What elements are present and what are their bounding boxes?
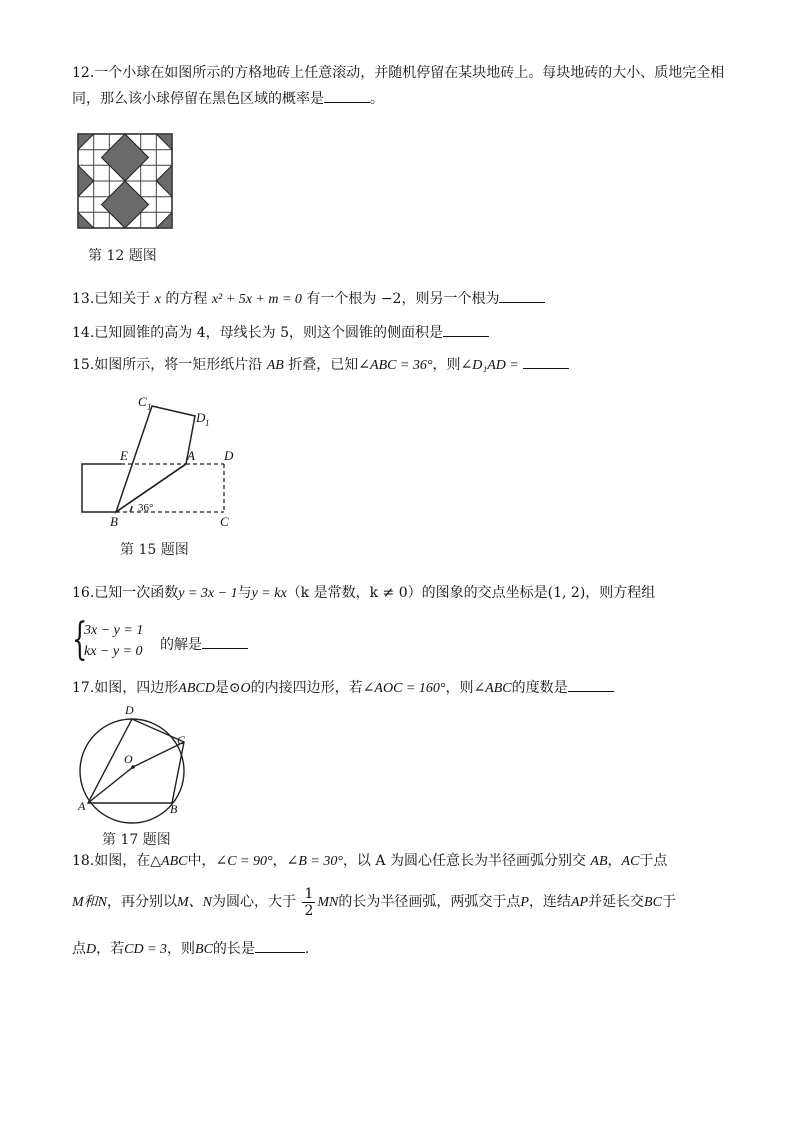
q15-label-c1: C [138,394,147,409]
q16-eq1: 3x − y = 1 [84,623,144,638]
q12-line2-text: 同，那么该小球停留在黑色区域的概率是 [72,91,324,107]
q15-prefix: 15.如图所示，将一矩形纸片沿 [72,357,263,373]
q13-prefix: 13.已知关于 [72,291,151,307]
q17-line [72,677,722,700]
q18-mn: MN [317,895,339,910]
q15-mid: 折叠，已知 [288,357,359,373]
q18-line3-c: ，则 [167,941,196,957]
q17-tail: 的度数是 [511,680,568,696]
q18-ac: AC [621,854,640,869]
q15-label-e: E [120,448,128,463]
q12-answer-blank [324,88,370,103]
q15-label-c: C [220,514,229,529]
q15-label-b: B [110,514,118,529]
q15-label-d1: D [196,410,206,425]
q18-line1-mid: 中， [187,853,216,869]
q18-ap: AP [570,895,589,910]
q16-brace: { [72,614,88,665]
q16-line1 [72,582,722,605]
q15-given: ∠ABC = 36° [358,358,433,373]
q16-line2 [160,634,722,656]
q15-mid2: ，则 [432,357,461,373]
q18-line3-d: 的长是 [212,941,255,957]
q18-line2-h: 于 [661,894,676,910]
q18-sep: ， [272,853,287,869]
q18-line2-e: 的长为半径画弧，两弧交于点 [338,894,521,910]
q18-line2 [72,882,722,923]
q13-answer-blank [499,288,545,303]
q17-quadrilateral [88,719,184,803]
q16-equation-system [72,614,144,665]
q16-tail: 的解是 [160,637,202,653]
q16-answer-blank [202,634,248,649]
q12-caption: 第 12 题图 [88,248,157,264]
q14-answer-blank [443,322,489,337]
q18-angle-b: ∠B = 30° [286,854,343,869]
q18-frac-num: 1 [304,885,314,902]
q15-label-d1-sub: 1 [205,418,210,428]
q18-ab: AB [590,854,608,869]
q13-line [72,288,722,311]
q14-line [72,322,722,344]
q17-label-b: B [170,802,178,816]
q15-angle-arc [130,506,132,512]
q15-left-rect [82,464,121,512]
q17-suffix: ，则 [445,680,474,696]
q17-circle-figure [74,700,200,852]
q18-p: P [520,895,529,910]
q18-cd: CD = 3 [124,942,168,957]
q16-prefix: 16.已知一次函数 [72,585,179,601]
q12-line2 [72,88,722,110]
q13-equation: x² + 5x + m = 0 [211,292,302,307]
q17-circle: ⊙O [228,681,251,696]
q17-mid: 是 [214,680,229,696]
q17-given: ∠AOC = 160° [362,681,446,696]
q17-segment-oa [88,767,133,803]
q15-label-a: A [187,448,195,463]
q16-paren: （k 是常数，k ≠ 0） [286,585,422,601]
q18-mn-points: M和N [72,895,107,910]
q18-line3-end: . [304,941,310,957]
q18-line2-f: ，连结 [528,894,571,910]
q18-line2-g: 并延长交 [588,894,645,910]
q18-fraction [302,886,315,919]
q18-angle-c: ∠C = 90° [215,854,273,869]
q15-caption: 第 15 题图 [120,542,189,558]
q18-line3-b: ，若 [96,941,125,957]
q18-mn-centers: M、N [177,895,212,910]
q18-line2-b: ，再分别以 [107,894,177,910]
q16-suffix: ，则方程组 [585,585,656,601]
q17-quad: ABCD [178,681,215,696]
q12-line1: 12.一个小球在如图所示的方格地砖上任意滚动，并随机停留在某块地砖上。每块地砖的大小、质地完全相 [72,65,725,81]
q16-f2: y = kx [251,586,287,601]
q18-line1 [72,850,722,873]
q15-label-d: D [224,448,234,463]
q15-label-c1-sub: 1 [147,402,152,412]
q15-line [72,354,722,377]
q18-line1-prefix: 18.如图，在 [72,853,151,869]
q13-var: x [154,292,161,307]
q17-label-o: O [124,752,133,766]
q16-f1: y = 3x − 1 [178,586,238,601]
q18-bc2: BC [195,942,213,957]
q12-tile-figure [74,122,180,267]
q17-label-d: D [125,703,134,717]
q18-line1-end: 于点 [639,853,668,869]
q15-ask: ∠D₁AD = [460,358,519,373]
q18-d: D [86,942,97,957]
q17-answer-blank [568,677,614,692]
q13-mid: 的方程 [165,291,208,307]
q18-line3 [72,938,722,961]
q18-answer-blank [255,938,305,953]
q16-point: (1, 2) [547,585,586,601]
q18-line1-rest: ，以 A 为圆心任意长为半径画弧分别交 [342,853,586,869]
q18-comma: ， [607,853,622,869]
q18-line2-d: 为圆心，大于 [212,894,296,910]
q15-fold-figure [76,392,246,564]
q16-eq2: kx − y = 0 [84,644,143,659]
q17-label-a: A [78,799,86,813]
q16-mid: 与 [237,585,252,601]
q17-label-c: C [177,733,186,747]
q18-triangle: △ABC [150,854,188,869]
q15-answer-blank [523,354,569,369]
q12-line2-end: 。 [370,91,384,107]
q18-line3-a: 点 [72,941,86,957]
q14-text: 14.已知圆锥的高为 4，母线长为 5，则这个圆锥的侧面积是 [72,325,443,341]
q13-suffix: 有一个根为 −2，则另一个根为 [306,291,500,307]
q16-mid2: 的图象的交点坐标是 [421,585,548,601]
q15-ab: AB [266,358,284,373]
q18-bc: BC [644,895,662,910]
q18-frac-den: 2 [304,902,314,919]
q17-prefix: 17.如图，四边形 [72,680,179,696]
q17-ask: ∠ABC [473,681,512,696]
q15-angle-label: 36° [138,502,154,514]
q17-mid2: 的内接四边形，若 [250,680,363,696]
q17-caption: 第 17 题图 [102,832,171,848]
